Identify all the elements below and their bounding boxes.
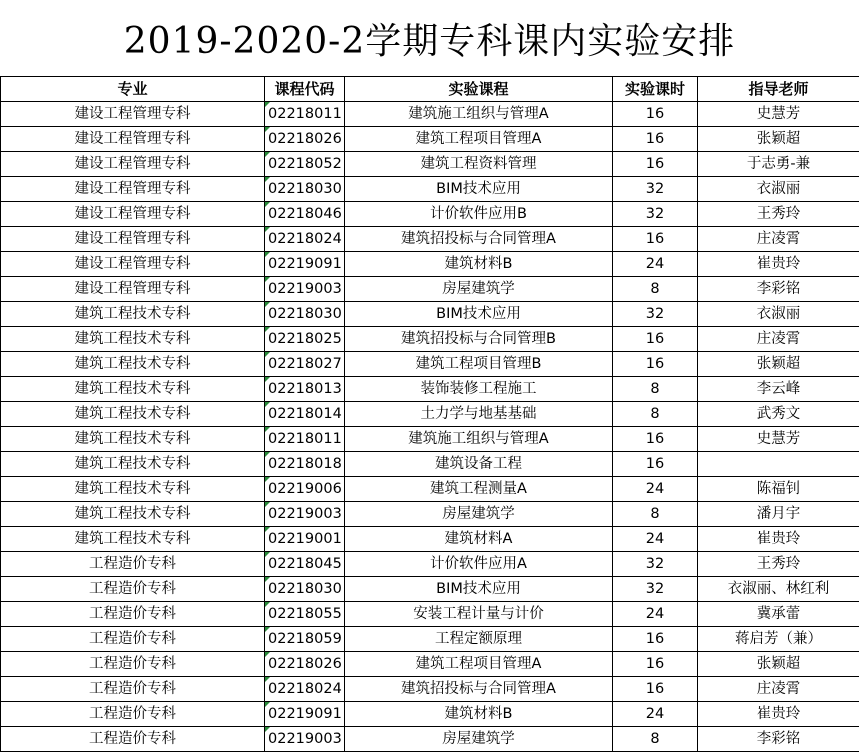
major-cell[interactable]: 工程造价专科 (1, 727, 265, 752)
hours-cell[interactable]: 8 (613, 277, 698, 302)
major-cell[interactable]: 工程造价专科 (1, 627, 265, 652)
major-cell[interactable]: 工程造价专科 (1, 602, 265, 627)
table-row (1, 677, 859, 702)
instructor-cell[interactable]: 李彩铭 (698, 277, 859, 302)
table-row (1, 602, 859, 627)
major-cell[interactable]: 建筑工程技术专科 (1, 452, 265, 477)
course-name-cell[interactable]: 建筑招投标与合同管理A (345, 227, 613, 252)
schedule-table (0, 76, 859, 752)
table-row (1, 102, 859, 127)
table-row (1, 127, 859, 152)
course-name-cell[interactable]: 建筑施工组织与管理A (345, 102, 613, 127)
hours-cell[interactable]: 16 (613, 452, 698, 477)
hours-cell[interactable]: 24 (613, 252, 698, 277)
course-code-cell[interactable]: 02218046 (265, 202, 345, 227)
course-code-cell[interactable]: 02219001 (265, 527, 345, 552)
table-row (1, 727, 859, 752)
major-cell[interactable]: 建筑工程技术专科 (1, 427, 265, 452)
course-code-cell[interactable]: 02218013 (265, 377, 345, 402)
course-code-cell[interactable]: 02218027 (265, 352, 345, 377)
course-name-cell[interactable]: 房屋建筑学 (345, 502, 613, 527)
hours-cell[interactable]: 24 (613, 527, 698, 552)
instructor-cell[interactable]: 衣淑丽 (698, 177, 859, 202)
header-instructor[interactable]: 指导老师 (698, 77, 859, 102)
table-row (1, 402, 859, 427)
instructor-cell[interactable]: 史慧芳 (698, 427, 859, 452)
table-row (1, 702, 859, 727)
major-cell[interactable]: 建设工程管理专科 (1, 152, 265, 177)
course-code-cell[interactable]: 02219003 (265, 502, 345, 527)
instructor-cell[interactable]: 李云峰 (698, 377, 859, 402)
instructor-cell[interactable]: 庄凌霄 (698, 327, 859, 352)
course-name-cell[interactable]: 建筑施工组织与管理A (345, 427, 613, 452)
course-name-cell[interactable]: 建筑材料B (345, 252, 613, 277)
table-row (1, 327, 859, 352)
major-cell[interactable]: 建筑工程技术专科 (1, 302, 265, 327)
course-name-cell[interactable]: 土力学与地基基础 (345, 402, 613, 427)
course-name-cell[interactable]: 建筑工程测量A (345, 477, 613, 502)
instructor-cell[interactable]: 崔贵玲 (698, 252, 859, 277)
table-row (1, 427, 859, 452)
hours-cell[interactable]: 24 (613, 602, 698, 627)
course-name-cell[interactable]: 建筑设备工程 (345, 452, 613, 477)
major-cell[interactable]: 建设工程管理专科 (1, 102, 265, 127)
course-code-cell[interactable]: 02218030 (265, 577, 345, 602)
table-row (1, 502, 859, 527)
instructor-cell[interactable]: 蒋启芳（兼） (698, 627, 859, 652)
instructor-cell[interactable]: 王秀玲 (698, 202, 859, 227)
major-cell[interactable]: 建筑工程技术专科 (1, 402, 265, 427)
course-name-cell[interactable]: 建筑工程项目管理B (345, 352, 613, 377)
instructor-cell[interactable]: 于志勇-兼 (698, 152, 859, 177)
major-cell[interactable]: 工程造价专科 (1, 577, 265, 602)
course-name-cell[interactable]: BIM技术应用 (345, 577, 613, 602)
course-code-cell[interactable]: 02218025 (265, 327, 345, 352)
hours-cell[interactable]: 16 (613, 152, 698, 177)
table-row (1, 652, 859, 677)
major-cell[interactable]: 建筑工程技术专科 (1, 327, 265, 352)
table-row (1, 552, 859, 577)
course-code-cell[interactable]: 02218059 (265, 627, 345, 652)
header-hours[interactable]: 实验课时 (613, 77, 698, 102)
instructor-cell[interactable]: 崔贵玲 (698, 702, 859, 727)
course-name-cell[interactable]: 装饰装修工程施工 (345, 377, 613, 402)
hours-cell[interactable]: 24 (613, 702, 698, 727)
course-name-cell[interactable]: 建筑工程资料管理 (345, 152, 613, 177)
course-code-cell[interactable]: 02218018 (265, 452, 345, 477)
course-code-cell[interactable]: 02218011 (265, 102, 345, 127)
hours-cell[interactable]: 16 (613, 627, 698, 652)
course-name-cell[interactable]: 建筑工程项目管理A (345, 652, 613, 677)
instructor-cell[interactable]: 崔贵玲 (698, 527, 859, 552)
table-row (1, 252, 859, 277)
major-cell[interactable]: 建筑工程技术专科 (1, 502, 265, 527)
major-cell[interactable]: 建设工程管理专科 (1, 227, 265, 252)
table-row (1, 202, 859, 227)
major-cell[interactable]: 建设工程管理专科 (1, 252, 265, 277)
table-row (1, 477, 859, 502)
instructor-cell[interactable]: 张颖超 (698, 127, 859, 152)
major-cell[interactable]: 建筑工程技术专科 (1, 527, 265, 552)
course-code-cell[interactable]: 02219091 (265, 252, 345, 277)
table-row (1, 627, 859, 652)
course-name-cell[interactable]: 安装工程计量与计价 (345, 602, 613, 627)
hours-cell[interactable]: 32 (613, 177, 698, 202)
instructor-cell[interactable] (698, 452, 859, 477)
course-code-cell[interactable]: 02218024 (265, 227, 345, 252)
course-code-cell[interactable]: 02218011 (265, 427, 345, 452)
course-name-cell[interactable]: 建筑招投标与合同管理B (345, 327, 613, 352)
course-code-cell[interactable]: 02218055 (265, 602, 345, 627)
course-code-cell[interactable]: 02218026 (265, 652, 345, 677)
course-code-cell[interactable]: 02218030 (265, 177, 345, 202)
course-code-cell[interactable]: 02219091 (265, 702, 345, 727)
instructor-cell[interactable]: 衣淑丽 (698, 302, 859, 327)
hours-cell[interactable]: 32 (613, 577, 698, 602)
instructor-cell[interactable]: 庄凌霄 (698, 227, 859, 252)
course-name-cell[interactable]: 建筑招投标与合同管理A (345, 677, 613, 702)
course-name-cell[interactable]: 房屋建筑学 (345, 727, 613, 752)
course-code-cell[interactable]: 02219006 (265, 477, 345, 502)
course-code-cell[interactable]: 02218024 (265, 677, 345, 702)
instructor-cell[interactable]: 王秀玲 (698, 552, 859, 577)
major-cell[interactable]: 建筑工程技术专科 (1, 352, 265, 377)
table-row (1, 527, 859, 552)
hours-cell[interactable]: 16 (613, 652, 698, 677)
table-body (1, 102, 859, 752)
major-cell[interactable]: 建设工程管理专科 (1, 202, 265, 227)
table-row (1, 227, 859, 252)
hours-cell[interactable]: 16 (613, 352, 698, 377)
header-major[interactable]: 专业 (1, 77, 265, 102)
page-title: 2019-2020-2学期专科课内实验安排 (0, 0, 859, 77)
hours-cell[interactable]: 8 (613, 502, 698, 527)
table-row (1, 352, 859, 377)
major-cell[interactable]: 工程造价专科 (1, 677, 265, 702)
instructor-cell[interactable]: 张颖超 (698, 352, 859, 377)
course-name-cell[interactable]: 房屋建筑学 (345, 277, 613, 302)
instructor-cell[interactable]: 潘月宇 (698, 502, 859, 527)
course-name-cell[interactable]: 建筑材料A (345, 527, 613, 552)
major-cell[interactable]: 工程造价专科 (1, 552, 265, 577)
table-row (1, 377, 859, 402)
hours-cell[interactable]: 32 (613, 552, 698, 577)
table-row (1, 577, 859, 602)
major-cell[interactable]: 建筑工程技术专科 (1, 377, 265, 402)
hours-cell[interactable]: 16 (613, 427, 698, 452)
table-header-row (1, 77, 859, 102)
course-code-cell[interactable]: 02219003 (265, 727, 345, 752)
course-name-cell[interactable]: BIM技术应用 (345, 177, 613, 202)
hours-cell[interactable]: 16 (613, 127, 698, 152)
course-code-cell[interactable]: 02218045 (265, 552, 345, 577)
hours-cell[interactable]: 24 (613, 477, 698, 502)
major-cell[interactable]: 工程造价专科 (1, 702, 265, 727)
course-name-cell[interactable]: 计价软件应用A (345, 552, 613, 577)
major-cell[interactable]: 建设工程管理专科 (1, 177, 265, 202)
instructor-cell[interactable]: 史慧芳 (698, 102, 859, 127)
table-row (1, 452, 859, 477)
major-cell[interactable]: 建设工程管理专科 (1, 277, 265, 302)
hours-cell[interactable]: 32 (613, 302, 698, 327)
course-code-cell[interactable]: 02218030 (265, 302, 345, 327)
course-name-cell[interactable]: BIM技术应用 (345, 302, 613, 327)
hours-cell[interactable]: 16 (613, 677, 698, 702)
instructor-cell[interactable]: 陈福钊 (698, 477, 859, 502)
course-name-cell[interactable]: 建筑工程项目管理A (345, 127, 613, 152)
hours-cell[interactable]: 8 (613, 377, 698, 402)
header-course-code[interactable]: 课程代码 (265, 77, 345, 102)
table-row (1, 177, 859, 202)
major-cell[interactable]: 工程造价专科 (1, 652, 265, 677)
hours-cell[interactable]: 16 (613, 102, 698, 127)
instructor-cell[interactable]: 庄凌霄 (698, 677, 859, 702)
hours-cell[interactable]: 32 (613, 202, 698, 227)
hours-cell[interactable]: 16 (613, 327, 698, 352)
table-row (1, 302, 859, 327)
course-name-cell[interactable]: 建筑材料B (345, 702, 613, 727)
table-row (1, 152, 859, 177)
hours-cell[interactable]: 8 (613, 402, 698, 427)
course-code-cell[interactable]: 02219003 (265, 277, 345, 302)
instructor-cell[interactable]: 武秀文 (698, 402, 859, 427)
hours-cell[interactable]: 8 (613, 727, 698, 752)
major-cell[interactable]: 建筑工程技术专科 (1, 477, 265, 502)
instructor-cell[interactable]: 衣淑丽、林红利 (698, 577, 859, 602)
course-code-cell[interactable]: 02218014 (265, 402, 345, 427)
course-code-cell[interactable]: 02218052 (265, 152, 345, 177)
header-course-name[interactable]: 实验课程 (345, 77, 613, 102)
instructor-cell[interactable]: 张颖超 (698, 652, 859, 677)
instructor-cell[interactable]: 冀承蕾 (698, 602, 859, 627)
course-name-cell[interactable]: 工程定额原理 (345, 627, 613, 652)
course-code-cell[interactable]: 02218026 (265, 127, 345, 152)
major-cell[interactable]: 建设工程管理专科 (1, 127, 265, 152)
instructor-cell[interactable]: 李彩铭 (698, 727, 859, 752)
course-name-cell[interactable]: 计价软件应用B (345, 202, 613, 227)
hours-cell[interactable]: 16 (613, 227, 698, 252)
table-row (1, 277, 859, 302)
